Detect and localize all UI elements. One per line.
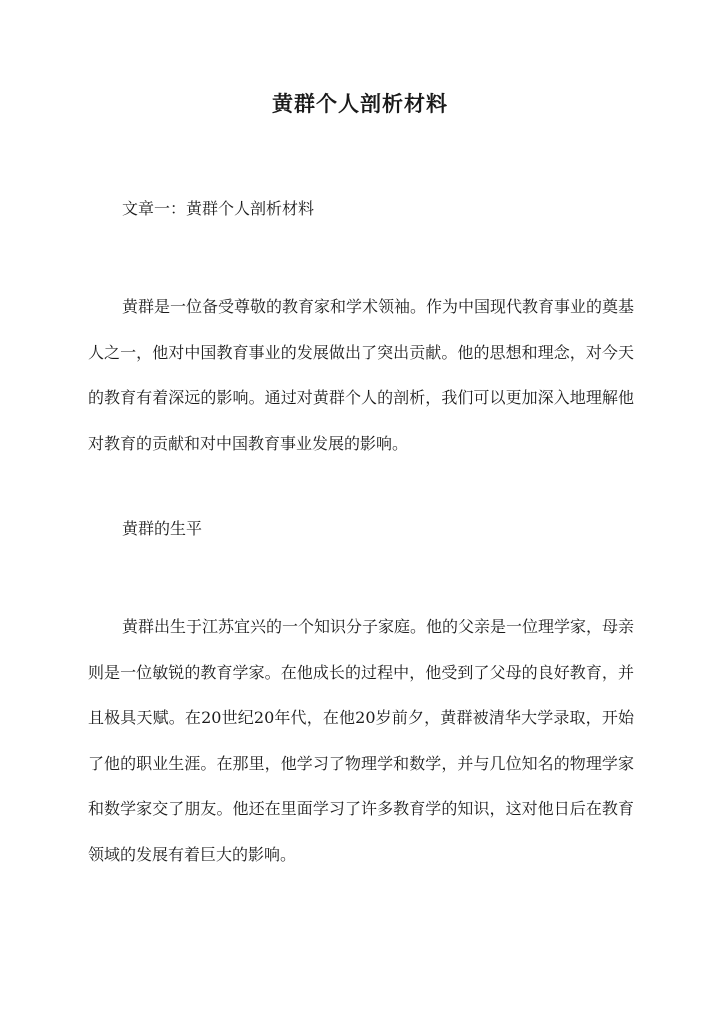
paragraph-biography: 黄群出生于江苏宜兴的一个知识分子家庭。他的父亲是一位理学家，母亲则是一位敏锐的教育学家。在他成长的过程中，他受到了父母的良好教育，并且极具天赋。在20世纪20年代，在他20岁前夕，黄群被清华大学录取，开始了他的职业生涯。在那里，他学习了物理学和数学，并与几位知名的物理学家和数学家交了朋友。他还在里面学习了许多教育学的知识，这对他日后在教育领域的发展有着巨大的影响。 — [88, 617, 635, 864]
paragraph-intro: 黄群是一位备受尊敬的教育家和学术领袖。作为中国现代教育事业的奠基人之一，他对中国教育事业的发展做出了突出贡献。他的思想和理念，对今天的教育有着深远的影响。通过对黄群个人的剖析，我们可以更加深入地理解他对教育的贡献和对中国教育事业发展的影响。 — [88, 297, 635, 453]
document-title: 黄群个人剖析材料 — [272, 91, 448, 116]
article-subtitle: 文章一：黄群个人剖析材料 — [122, 199, 315, 218]
section-heading-biography: 黄群的生平 — [122, 519, 203, 538]
